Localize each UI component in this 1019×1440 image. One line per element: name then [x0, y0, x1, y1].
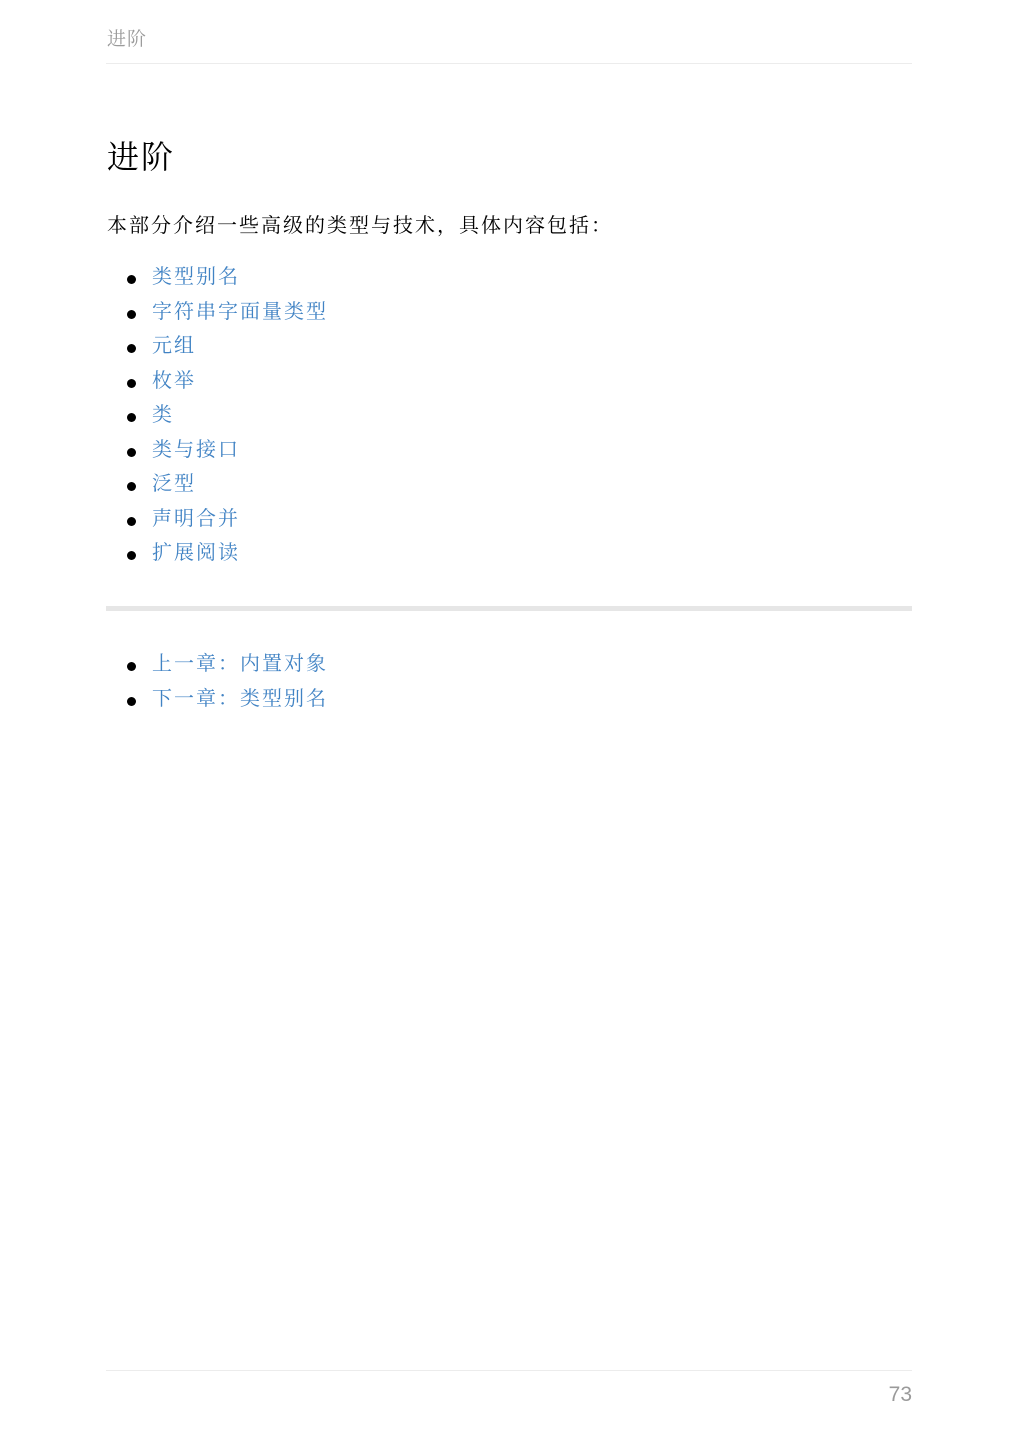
toc-link-class-and-interface[interactable]: 类与接口 [152, 436, 240, 461]
bullet-icon [127, 344, 136, 353]
toc-link-tuple[interactable]: 元组 [152, 333, 196, 357]
list-item [107, 504, 907, 539]
bullet-icon [127, 310, 136, 319]
prev-chapter-link[interactable]: 上一章：内置对象 [152, 651, 328, 675]
bullet-icon [127, 379, 136, 388]
toc-link-enum[interactable]: 枚举 [152, 367, 196, 392]
page-number: 73 [888, 1383, 912, 1406]
bullet-icon [127, 662, 136, 671]
list-item [107, 469, 907, 504]
bullet-icon [127, 517, 136, 526]
list-item [107, 684, 907, 719]
running-header: 进阶 [107, 28, 148, 50]
chapter-contents-list [107, 262, 907, 573]
header-divider [106, 63, 912, 64]
list-item [107, 262, 907, 297]
bullet-icon [127, 275, 136, 284]
list-item [107, 538, 907, 573]
list-item [107, 297, 907, 332]
list-item [107, 366, 907, 401]
next-chapter-link[interactable]: 下一章：类型别名 [152, 685, 328, 710]
bullet-icon [127, 697, 136, 706]
footer-divider [106, 1370, 912, 1371]
list-item [107, 649, 907, 684]
toc-link-generics[interactable]: 泛型 [152, 471, 196, 495]
toc-link-declaration-merging[interactable]: 声明合并 [152, 505, 240, 530]
toc-link-further-reading[interactable]: 扩展阅读 [152, 540, 240, 564]
toc-link-class[interactable]: 类 [152, 402, 174, 426]
intro-paragraph: 本部分介绍一些高级的类型与技术，具体内容包括： [107, 213, 613, 237]
bullet-icon [127, 413, 136, 422]
list-item [107, 331, 907, 366]
chapter-navigation [107, 649, 907, 718]
toc-link-string-literal-types[interactable]: 字符串字面量类型 [152, 298, 328, 323]
section-divider [106, 606, 912, 611]
toc-link-type-alias[interactable]: 类型别名 [152, 264, 240, 288]
bullet-icon [127, 448, 136, 457]
list-item [107, 435, 907, 470]
bullet-icon [127, 551, 136, 560]
bullet-icon [127, 482, 136, 491]
list-item [107, 400, 907, 435]
page-title: 进阶 [107, 138, 176, 176]
